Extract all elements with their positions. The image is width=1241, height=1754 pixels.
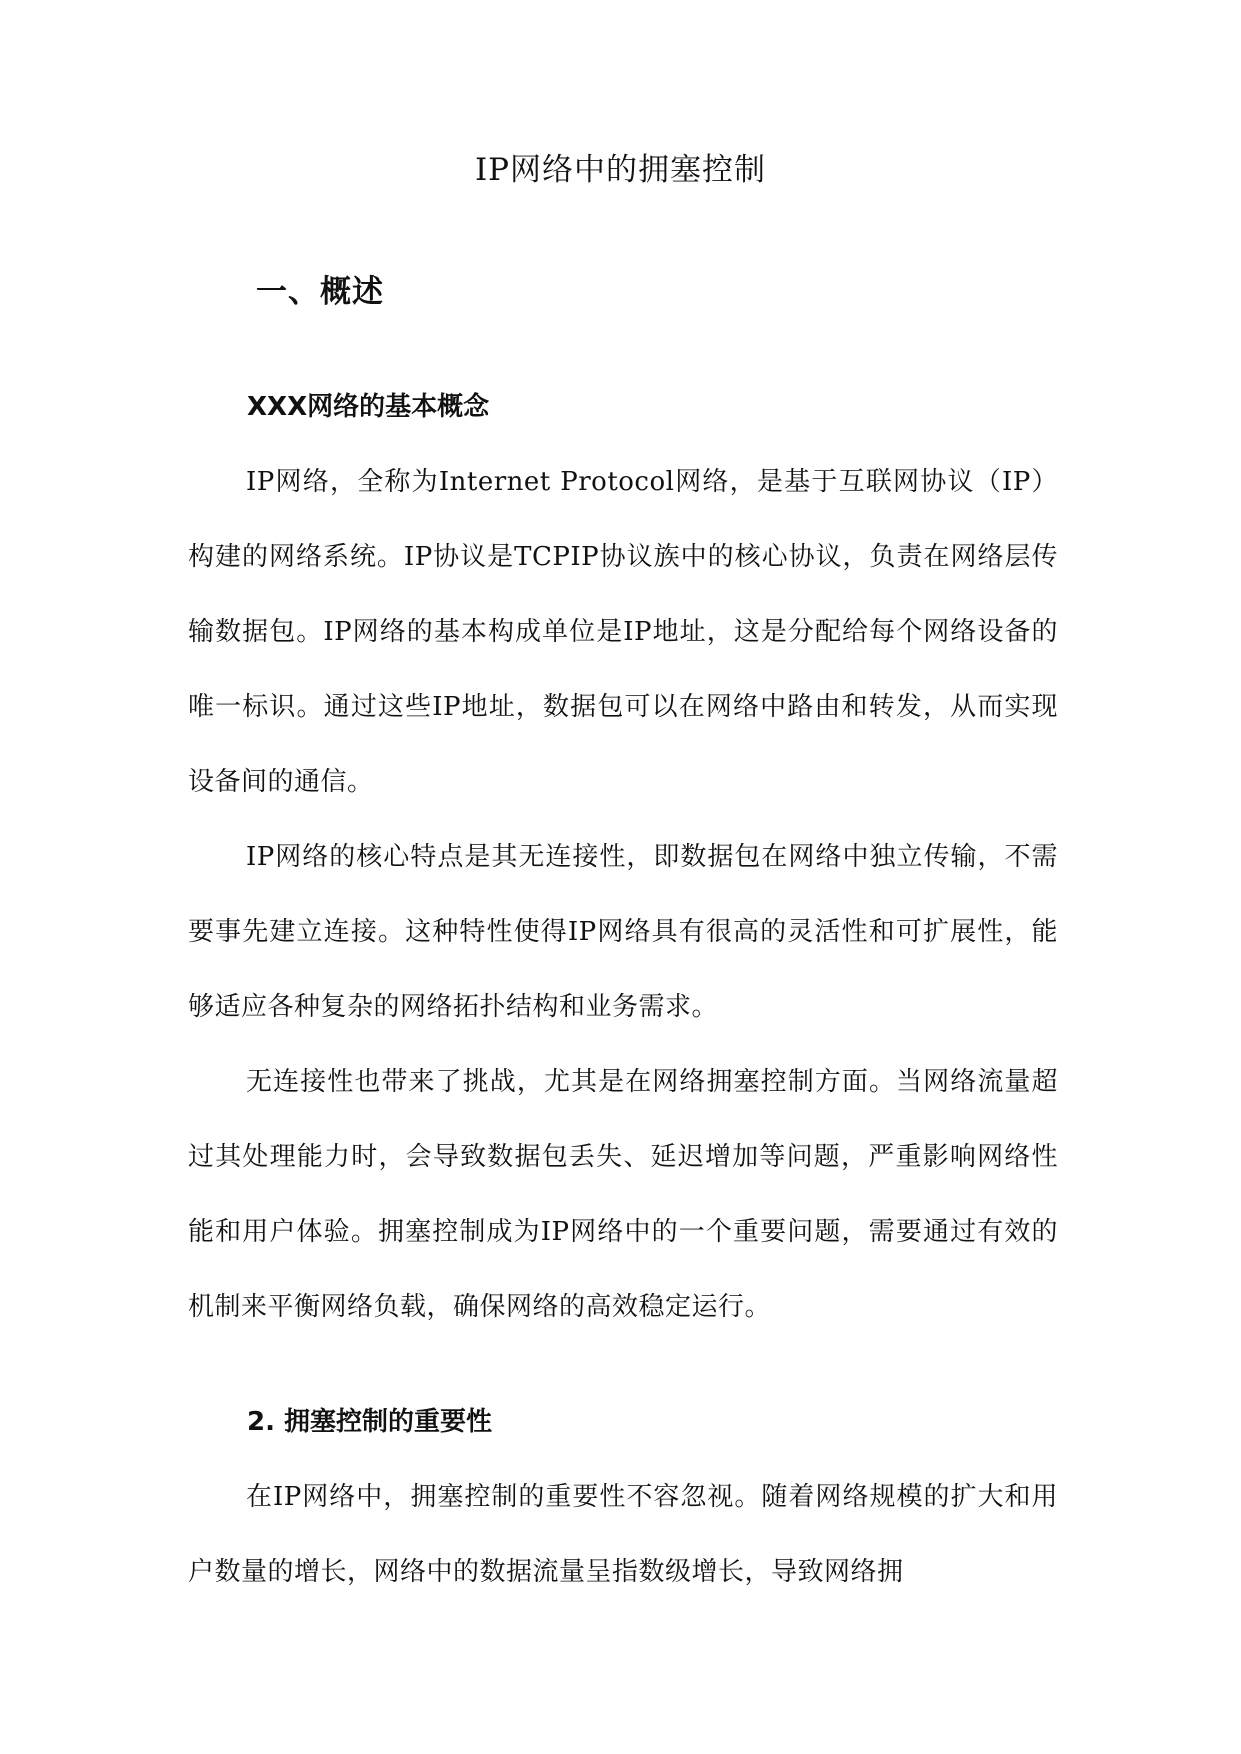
subheading-importance: 2. 拥塞控制的重要性: [247, 1407, 493, 1437]
subheading-basic-concepts: XXX网络的基本概念: [247, 392, 490, 422]
paragraph-congestion-challenge: 无连接性也带来了挑战，尤其是在网络拥塞控制方面。当网络流量超过其处理能力时，会导致数据包丢失、延迟增加等问题，严重影响网络性能和用户体验。拥塞控制成为IP网络中的一个重要问题，需要通过有效的机制来平衡网络负载，确保网络的高效稳定运行。: [188, 1067, 1058, 1322]
paragraph-connectionless-feature: IP网络的核心特点是其无连接性，即数据包在网络中独立传输，不需要事先建立连接。这种特性使得IP网络具有很高的灵活性和可扩展性，能够适应各种复杂的网络拓扑结构和业务需求。: [188, 842, 1058, 1022]
document-title: IP网络中的拥塞控制: [474, 152, 767, 188]
section-heading-overview: 一、概述: [256, 274, 384, 310]
paragraph-importance: 在IP网络中，拥塞控制的重要性不容忽视。随着网络规模的扩大和用户数量的增长，网络中的数据流量呈指数级增长，导致网络拥: [188, 1482, 1058, 1587]
paragraph-ip-network-definition: IP网络，全称为Internet Protocol网络，是基于互联网协议（IP）构建的网络系统。IP协议是TCPIP协议族中的核心协议，负责在网络层传输数据包。IP网络的基本构成单位是IP地址，这是分配给每个网络设备的唯一标识。通过这些IP地址，数据包可以在网络中路由和转发，从而实现设备间的通信。: [188, 467, 1058, 797]
